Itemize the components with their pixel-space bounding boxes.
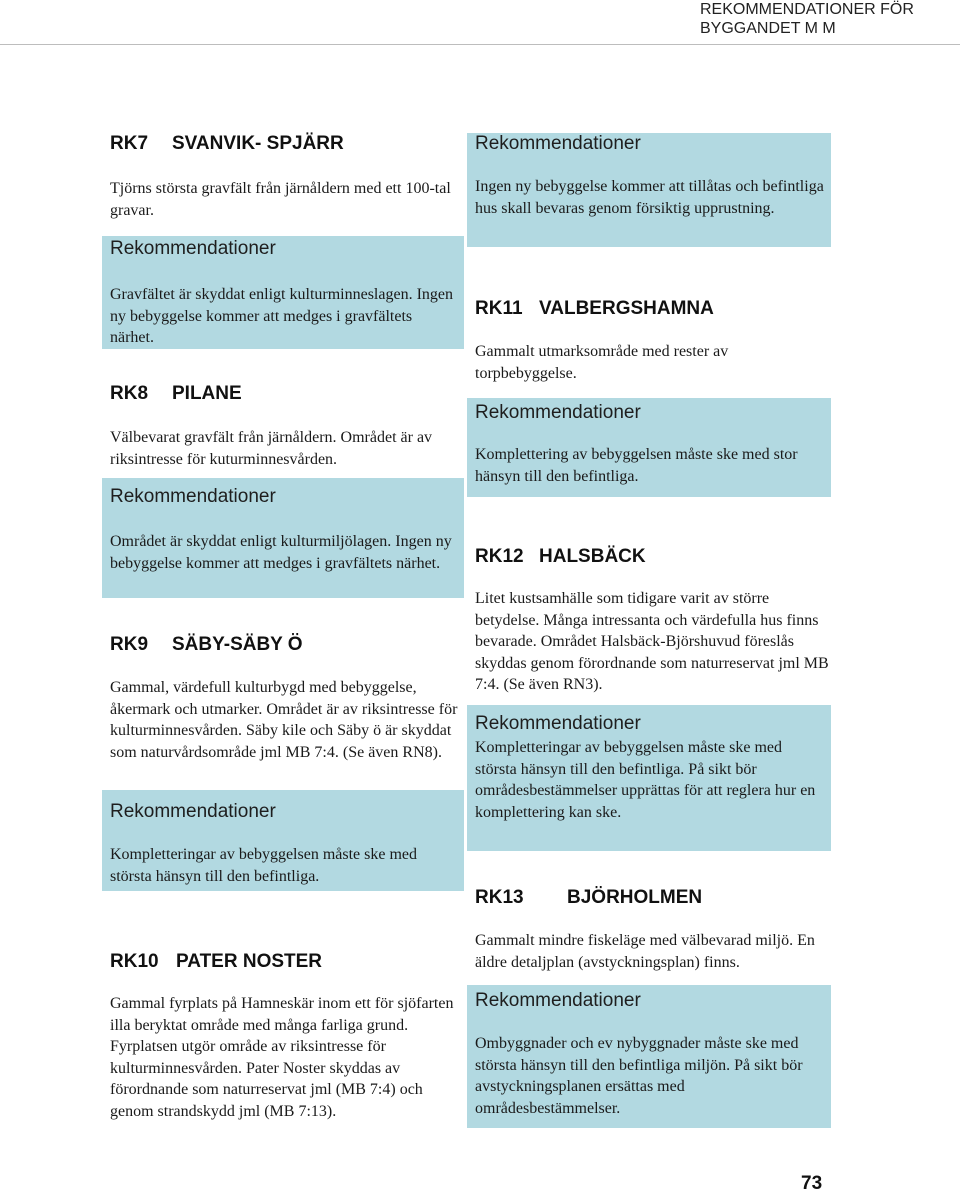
rk9-recommendation-title: Rekommendationer <box>110 801 276 822</box>
rk11-recommendation-title: Rekommendationer <box>475 402 641 423</box>
rk11-recommendation-text: Komplettering av bebyggelsen måste ske med stor hänsyn till den befintliga. <box>475 446 798 485</box>
rk8-recommendation-box <box>102 478 464 598</box>
rk7-description: Tjörns största gravfält från järnåldern med ett 100-tal gravar. <box>110 180 451 219</box>
rk7-name: SVANVIK- SPJÄRR <box>172 133 344 154</box>
rk7-code: RK7 <box>110 133 149 154</box>
rk8-name: PILANE <box>172 383 242 404</box>
rk8-code: RK8 <box>110 383 149 404</box>
rk7-recommendation-box <box>102 236 464 349</box>
rk9-recommendation-text: Kompletteringar av bebyggelsen måste ske med största hänsyn till den befintliga. <box>110 846 418 885</box>
rk7-heading <box>110 133 344 155</box>
rk8-recommendation-title: Rekommendationer <box>110 486 276 507</box>
rk7-recommendation-title: Rekommendationer <box>110 238 276 259</box>
rk9-heading <box>110 634 303 656</box>
rk8-description: Välbevarat gravfält från järnåldern. Området är av riksintresse för kuturminnesvården. <box>110 429 433 468</box>
rk12-recommendation-title: Rekommendationer <box>475 713 641 734</box>
rk11-name: VALBERGSHAMNA <box>539 298 714 319</box>
rk12-name: HALSBÄCK <box>539 546 646 567</box>
rk13-description: Gammalt mindre fiskeläge med välbevarad miljö. En äldre detaljplan (avstyckningsplan) finns. <box>475 932 815 971</box>
rk10-recommendation-title: Rekommendationer <box>475 133 641 154</box>
running-header-line-2: BYGGANDET M M <box>700 20 836 37</box>
rk9-name: SÄBY-SÄBY Ö <box>172 634 303 655</box>
rk13-recommendation-text: Ombyggnader och ev nybyggnader måste ske med största hänsyn till den befintliga miljön. På sikt bör avstyckningsplanen ersättas med områdesbestämmelser. <box>475 1035 803 1117</box>
rk11-recommendation-box <box>467 398 831 497</box>
rk13-recommendation-title: Rekommendationer <box>475 990 641 1011</box>
rk10-description: Gammal fyrplats på Hamneskär inom ett för sjöfarten illa beryktat område med många farliga grund. Fyrplatsen utgör område av riksintresse för kulturminnesvården. Pater Noster skyddas av förordnande som naturreservat jml (MB 7:4) och genom strandskydd jml (MB 7:13). <box>110 995 454 1120</box>
rk8-heading <box>110 383 242 405</box>
rk12-description: Litet kustsamhälle som tidigare varit av större betydelse. Många intressanta och värdefulla hus finns bevarade. Området Halsbäck-Björshuvud föreslås skyddas genom förordnande som naturreservat jml MB 7:4. (Se även RN3). <box>475 590 829 693</box>
rk11-description: Gammalt utmarksområde med rester av torpbebyggelse. <box>475 343 729 382</box>
rk13-name: BJÖRHOLMEN <box>567 887 703 908</box>
left-column <box>102 0 464 1193</box>
rk9-description: Gammal, värdefull kulturbygd med bebyggelse, åkermark och utmarker. Området är av riksintresse för kulturminnesvården. Säby kile och Säby ö är skyddat som naturvårdsområde jml MB 7:4. (Se även RN8). <box>110 679 458 761</box>
rk9-code: RK9 <box>110 634 149 655</box>
rk11-heading <box>475 298 714 320</box>
running-header-line-1: REKOMMENDATIONER FÖR <box>700 1 914 18</box>
rk12-heading <box>475 546 646 568</box>
rk11-code: RK11 <box>475 298 523 319</box>
rk12-code: RK12 <box>475 546 524 567</box>
rk10-code: RK10 <box>110 951 159 972</box>
rk10-heading <box>110 951 322 973</box>
rk13-recommendation-box <box>467 985 831 1128</box>
rk13-heading <box>475 887 702 909</box>
rk12-recommendation-box <box>467 705 831 851</box>
rk10-recommendation-box <box>467 133 831 247</box>
rk12-recommendation-text: Kompletteringar av bebyggelsen måste ske med största hänsyn till den befintliga. På sikt bör områdesbestämmelser upprättas för att reglera hur en komplettering kan ske. <box>475 739 816 821</box>
rk8-recommendation-text: Området är skyddat enligt kulturmiljölagen. Ingen ny bebyggelse kommer att medges i gravfältets närhet. <box>110 533 452 572</box>
rk13-code: RK13 <box>475 887 524 908</box>
rk10-name: PATER NOSTER <box>176 951 323 972</box>
page-number: 73 <box>801 1173 823 1194</box>
right-column <box>467 0 831 1193</box>
rk7-recommendation-text: Gravfältet är skyddat enligt kulturminneslagen. Ingen ny bebyggelse kommer att medges i gravfältets närhet. <box>110 286 454 346</box>
rk9-recommendation-box <box>102 790 464 891</box>
rk10-recommendation-text: Ingen ny bebyggelse kommer att tillåtas och befintliga hus skall bevaras genom försiktig upprustning. <box>475 178 824 217</box>
